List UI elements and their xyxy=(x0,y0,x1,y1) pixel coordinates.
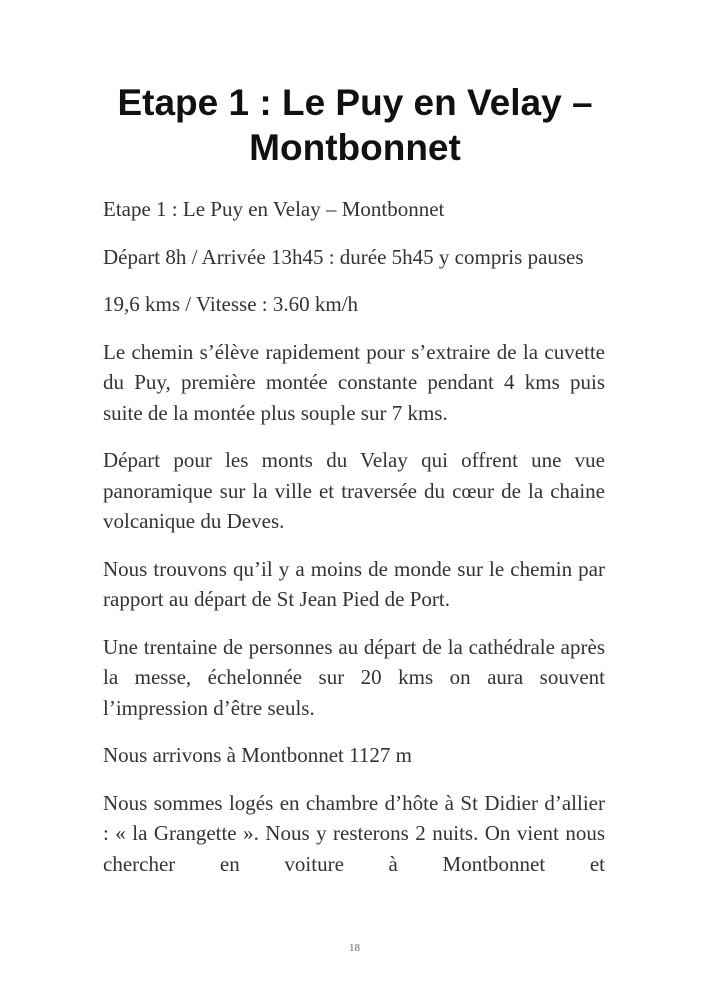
paragraph: 19,6 kms / Vitesse : 3.60 km/h xyxy=(103,292,359,316)
page-title: Etape 1 : Le Puy en Velay – Montbonnet xyxy=(117,82,593,168)
paragraph: Départ 8h / Arrivée 13h45 : durée 5h45 y compris pauses xyxy=(103,244,584,269)
paragraph: Nous arrivons à Montbonnet 1127 m xyxy=(103,743,412,767)
paragraph: Etape 1 : Le Puy en Velay – Montbonnet xyxy=(103,197,445,221)
paragraph: Une trentaine de personnes au départ de la cathédrale après la messe, échelonnée sur 20 kms on aura souvent l’impression d’être seuls. xyxy=(103,634,605,720)
paragraph: Nous sommes logés en chambre d’hôte à St Didier d’allier : « la Grangette ». Nous y resterons 2 nuits. On vient nous chercher en voiture à Montbonnet et xyxy=(103,790,605,876)
page-number: 18 xyxy=(349,942,360,954)
paragraph: Le chemin s’élève rapidement pour s’extraire de la cuvette du Puy, première montée constante pendant 4 kms puis suite de la montée plus souple sur 7 kms. xyxy=(103,339,605,425)
paragraph: Nous trouvons qu’il y a moins de monde sur le chemin par rapport au départ de St Jean Pied de Port. xyxy=(103,556,605,611)
paragraph: Départ pour les monts du Velay qui offrent une vue panoramique sur la ville et traversée du cœur de la chaine volcanique du Deves. xyxy=(103,448,605,533)
body-text xyxy=(103,194,605,896)
